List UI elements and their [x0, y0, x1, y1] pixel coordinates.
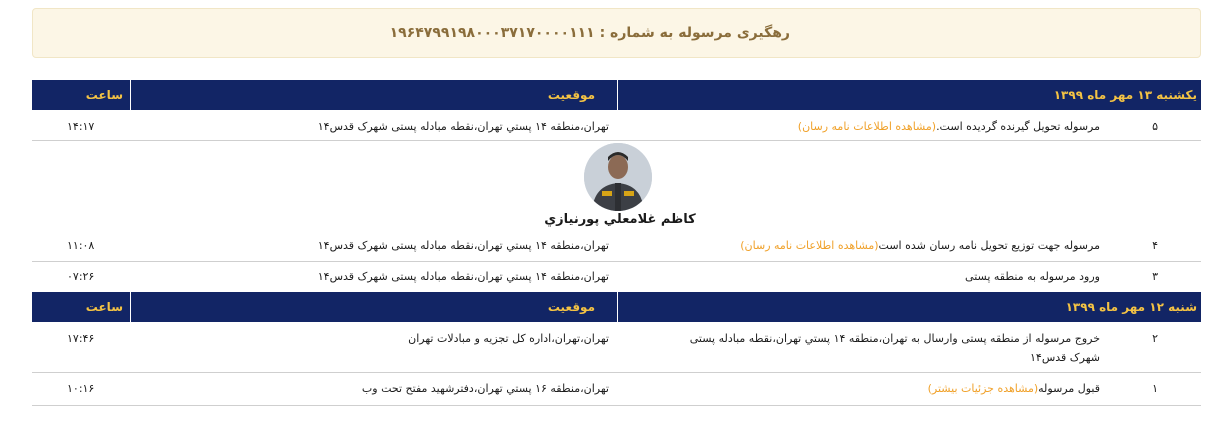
view-more-details-link[interactable]: (مشاهده جزئیات بیشتر) [927, 382, 1039, 395]
row-time: ۱۱:۰۸ [67, 239, 95, 252]
tracking-title: رهگیری مرسوله به شماره : ۱۹۶۴۷۹۹۱۹۸۰۰۰۳۷۱۷۰۰۰۰۱۱۱ [389, 25, 790, 41]
view-courier-info-link[interactable]: (مشاهده اطلاعات نامه رسان) [797, 120, 937, 133]
courier-avatar-icon [584, 143, 652, 211]
row-number: ۴ [1152, 239, 1158, 252]
row-status [740, 239, 1100, 252]
row-number: ۵ [1152, 120, 1158, 133]
column-separator [617, 292, 618, 322]
table-row [32, 235, 1201, 261]
location-header: موقعیت [547, 88, 595, 102]
status-text: مرسوله جهت توزیع تحویل نامه رسان شده است [878, 239, 1100, 252]
column-separator [130, 292, 131, 322]
column-separator [617, 80, 618, 110]
date-header-2 [32, 292, 1201, 322]
table-row [32, 110, 1201, 140]
row-status: ورود مرسوله به منطقه پستی [965, 270, 1100, 283]
row-location: تهران،منطقه ۱۴ پستي تهران،نقطه مبادله پستی شهرک قدس۱۴ [317, 270, 609, 283]
row-location: تهران،منطقه ۱۶ پستي تهران،دفترشهید مفتح تحت وب [361, 382, 609, 395]
row-number: ۳ [1152, 270, 1158, 283]
row-divider [32, 140, 1201, 141]
column-separator [130, 80, 131, 110]
row-time: ۱۷:۴۶ [67, 332, 95, 345]
table-row [32, 322, 1201, 372]
row-status: خروج مرسوله از منطقه پستی وارسال به تهران،منطقه ۱۴ پستي تهران،نقطه مبادله پستی [689, 332, 1100, 345]
location-header: موقعیت [547, 300, 595, 314]
avatar [584, 143, 652, 211]
time-header: ساعت [85, 88, 123, 102]
status-text: قبول مرسوله [1038, 382, 1100, 395]
row-status [798, 120, 1100, 133]
time-header: ساعت [85, 300, 123, 314]
row-status [928, 382, 1100, 395]
row-location: تهران،منطقه ۱۴ پستي تهران،نقطه مبادله پستی شهرک قدس۱۴ [317, 120, 609, 133]
courier-photo [583, 143, 653, 211]
table-row [32, 262, 1201, 290]
row-time: ۱۰:۱۶ [67, 382, 95, 395]
row-number: ۲ [1152, 332, 1158, 345]
row-time: ۱۴:۱۷ [67, 120, 95, 133]
date-label: یکشنبه ۱۳ مهر ماه ۱۳۹۹ [1053, 88, 1197, 102]
row-status-continued: شهرک قدس۱۴ [1030, 351, 1100, 364]
row-location: تهران،تهران،اداره کل تجزیه و مبادلات تهران [408, 332, 609, 345]
table-row [32, 373, 1201, 405]
row-divider [32, 405, 1201, 406]
row-time: ۰۷:۲۶ [67, 270, 95, 283]
date-header-1 [32, 80, 1201, 110]
status-text: مرسوله تحویل گیرنده گردیده است. [936, 120, 1100, 133]
view-courier-info-link[interactable]: (مشاهده اطلاعات نامه رسان) [740, 239, 879, 252]
row-location: تهران،منطقه ۱۴ پستي تهران،نقطه مبادله پستی شهرک قدس۱۴ [317, 239, 609, 252]
date-label: شنبه ۱۲ مهر ماه ۱۳۹۹ [1065, 300, 1197, 314]
courier-name: كاظم غلامعلي پورنيازي [544, 212, 696, 227]
tracking-banner [32, 8, 1201, 58]
row-number: ۱ [1152, 382, 1158, 395]
